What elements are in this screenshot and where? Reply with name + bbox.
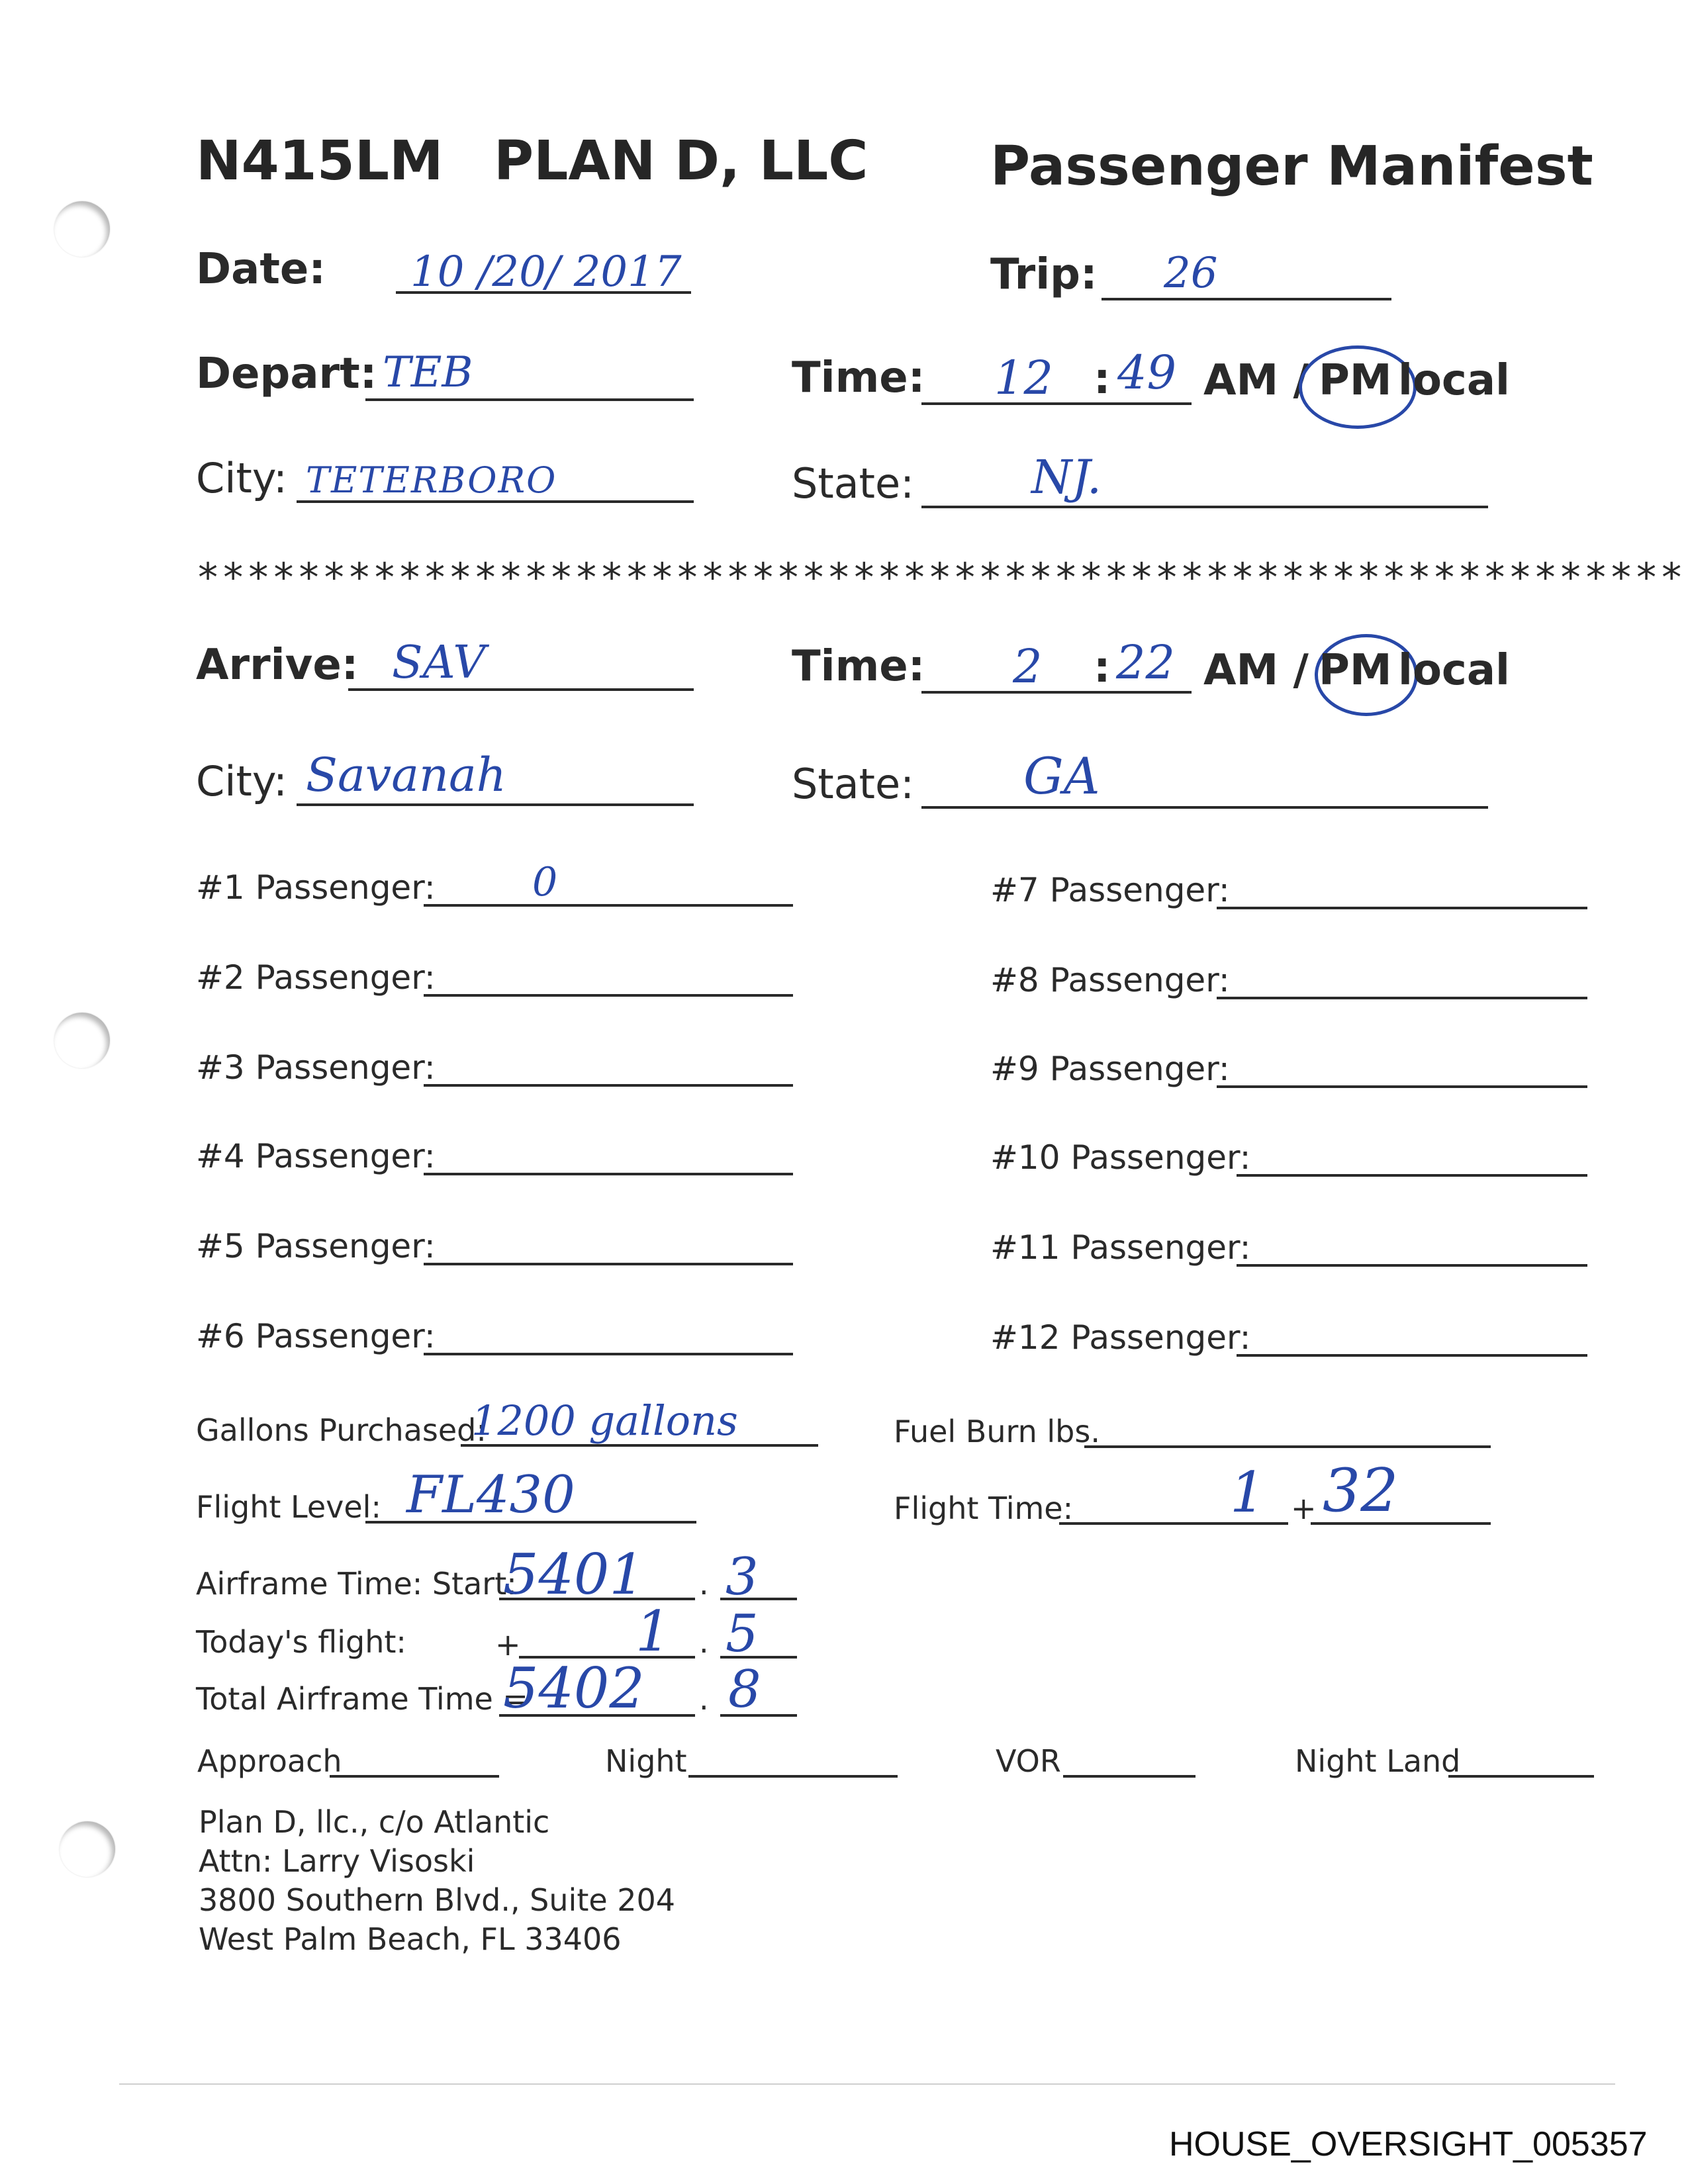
depart-state-value[interactable]: NJ. xyxy=(1031,450,1102,504)
punch-hole-bottom xyxy=(60,1821,115,1877)
flight-time-minutes[interactable]: 32 xyxy=(1323,1456,1399,1525)
total-airframe-label: Total Airframe Time = xyxy=(196,1681,528,1717)
todays-flight-decimal: . xyxy=(699,1624,709,1660)
passenger-7-label: #7 Passenger: xyxy=(990,871,1230,909)
address-block xyxy=(199,1803,675,1959)
todays-flight-tenth[interactable]: 5 xyxy=(726,1604,759,1664)
passenger-9-line[interactable] xyxy=(1217,1085,1587,1088)
depart-city-label: City: xyxy=(196,454,287,502)
passenger-8-label: #8 Passenger: xyxy=(990,961,1230,999)
night-line[interactable] xyxy=(688,1775,898,1778)
arrive-time-hour[interactable]: 2 xyxy=(1013,639,1043,694)
depart-value[interactable]: TEB xyxy=(383,348,473,397)
airframe-start-tenth[interactable]: 3 xyxy=(726,1547,759,1607)
passenger-12-line[interactable] xyxy=(1237,1354,1587,1357)
total-airframe-decimal: . xyxy=(699,1681,709,1717)
section-separator: *********************************************************** xyxy=(196,555,1685,601)
passenger-11-line[interactable] xyxy=(1237,1264,1587,1267)
form-title: Passenger Manifest xyxy=(990,135,1593,198)
vor-line[interactable] xyxy=(1063,1775,1196,1778)
company-name: PLAN D, LLC xyxy=(494,130,868,193)
depart-time-sep: : xyxy=(1094,355,1111,404)
trip-value[interactable]: 26 xyxy=(1164,249,1218,298)
passenger-3-line[interactable] xyxy=(424,1084,793,1087)
airframe-start-whole[interactable]: 5401 xyxy=(503,1542,645,1607)
arrive-time-min[interactable]: 22 xyxy=(1116,635,1176,690)
passenger-11-label: #11 Passenger: xyxy=(990,1228,1251,1267)
date-value[interactable]: 10 /20/ 2017 xyxy=(410,248,682,296)
arrive-city-line xyxy=(297,803,694,806)
flight-time-hours[interactable]: 1 xyxy=(1230,1460,1266,1525)
total-airframe-tenth[interactable]: 8 xyxy=(728,1660,761,1719)
arrive-time-label: Time: xyxy=(792,642,925,691)
depart-pm-label[interactable]: PM xyxy=(1319,356,1392,405)
night-label: Night xyxy=(605,1743,687,1779)
total-airframe-whole[interactable]: 5402 xyxy=(503,1656,645,1721)
trip-label: Trip: xyxy=(990,250,1098,299)
flight-time-label: Flight Time: xyxy=(894,1490,1074,1526)
address-line-1: Plan D, llc., c/o Atlantic xyxy=(199,1804,550,1840)
trip-line xyxy=(1102,298,1391,300)
depart-time-label: Time: xyxy=(792,353,925,402)
address-line-4: West Palm Beach, FL 33406 xyxy=(199,1921,622,1957)
approach-line[interactable] xyxy=(330,1775,499,1778)
night-land-line[interactable] xyxy=(1448,1775,1594,1778)
vor-label: VOR xyxy=(996,1743,1061,1779)
passenger-4-label: #4 Passenger: xyxy=(196,1137,436,1175)
tail-number: N415LM xyxy=(196,130,444,193)
arrive-am-label: AM / xyxy=(1203,646,1309,695)
punch-hole-middle xyxy=(54,1013,110,1068)
arrive-state-line xyxy=(921,806,1488,809)
page-bottom-rule xyxy=(119,2083,1615,2085)
fuel-burn-label: Fuel Burn lbs. xyxy=(894,1414,1100,1449)
arrive-local-label: local xyxy=(1398,646,1510,695)
depart-state-label: State: xyxy=(792,459,915,508)
address-line-3: 3800 Southern Blvd., Suite 204 xyxy=(199,1882,676,1918)
date-label: Date: xyxy=(196,245,326,294)
arrive-state-value[interactable]: GA xyxy=(1023,747,1100,805)
airframe-start-label: Airframe Time: Start: xyxy=(196,1566,517,1602)
passenger-9-label: #9 Passenger: xyxy=(990,1050,1230,1088)
depart-time-min[interactable]: 49 xyxy=(1117,345,1177,400)
depart-am-label: AM / xyxy=(1203,356,1309,405)
gallons-purchased-value[interactable]: 1200 gallons xyxy=(471,1396,738,1445)
passenger-1-value[interactable]: 0 xyxy=(532,859,558,905)
arrive-time-sep: : xyxy=(1094,643,1111,692)
passenger-12-label: #12 Passenger: xyxy=(990,1318,1251,1357)
flight-level-value[interactable]: FL430 xyxy=(406,1465,575,1525)
passenger-5-label: #5 Passenger: xyxy=(196,1227,436,1265)
passenger-10-line[interactable] xyxy=(1237,1174,1587,1177)
passenger-1-label: #1 Passenger: xyxy=(196,868,436,907)
arrive-label: Arrive: xyxy=(196,641,359,690)
depart-city-value[interactable]: TETERBORO xyxy=(306,459,557,501)
arrive-city-label: City: xyxy=(196,757,287,805)
todays-flight-whole[interactable]: 1 xyxy=(635,1599,671,1664)
depart-line xyxy=(365,398,694,401)
depart-label: Depart: xyxy=(196,349,377,398)
passenger-10-label: #10 Passenger: xyxy=(990,1138,1251,1177)
passenger-8-line[interactable] xyxy=(1217,997,1587,999)
passenger-7-line[interactable] xyxy=(1217,907,1587,909)
depart-state-line xyxy=(921,506,1488,508)
passenger-4-line[interactable] xyxy=(424,1173,793,1175)
arrive-value[interactable]: SAV xyxy=(392,637,486,689)
todays-flight-plus: + xyxy=(495,1627,521,1662)
arrive-pm-label[interactable]: PM xyxy=(1319,646,1392,695)
flight-time-plus: + xyxy=(1291,1490,1317,1526)
gallons-purchased-label: Gallons Purchased: xyxy=(196,1412,487,1448)
todays-flight-label: Today's flight: xyxy=(196,1624,406,1660)
passenger-3-label: #3 Passenger: xyxy=(196,1048,436,1087)
passenger-2-line[interactable] xyxy=(424,994,793,997)
passenger-6-label: #6 Passenger: xyxy=(196,1317,436,1355)
depart-time-hour[interactable]: 12 xyxy=(994,351,1054,405)
arrive-city-value[interactable]: Savanah xyxy=(306,748,506,802)
address-line-2: Attn: Larry Visoski xyxy=(199,1843,475,1879)
passenger-2-label: #2 Passenger: xyxy=(196,958,436,997)
punch-hole-top xyxy=(54,201,110,257)
depart-time-line xyxy=(921,402,1192,405)
bates-number: HOUSE_OVERSIGHT_005357 xyxy=(1169,2125,1648,2163)
fuel-burn-line xyxy=(1084,1445,1491,1448)
flight-level-label: Flight Level: xyxy=(196,1489,381,1525)
night-land-label: Night Land xyxy=(1295,1743,1461,1779)
passenger-1-line[interactable] xyxy=(424,904,793,907)
approach-label: Approach xyxy=(197,1743,342,1779)
passenger-5-line[interactable] xyxy=(424,1263,793,1265)
arrive-state-label: State: xyxy=(792,760,915,808)
passenger-6-line[interactable] xyxy=(424,1353,793,1355)
depart-local-label: local xyxy=(1398,356,1510,405)
arrive-time-line xyxy=(921,691,1192,694)
airframe-start-decimal: . xyxy=(699,1566,709,1602)
